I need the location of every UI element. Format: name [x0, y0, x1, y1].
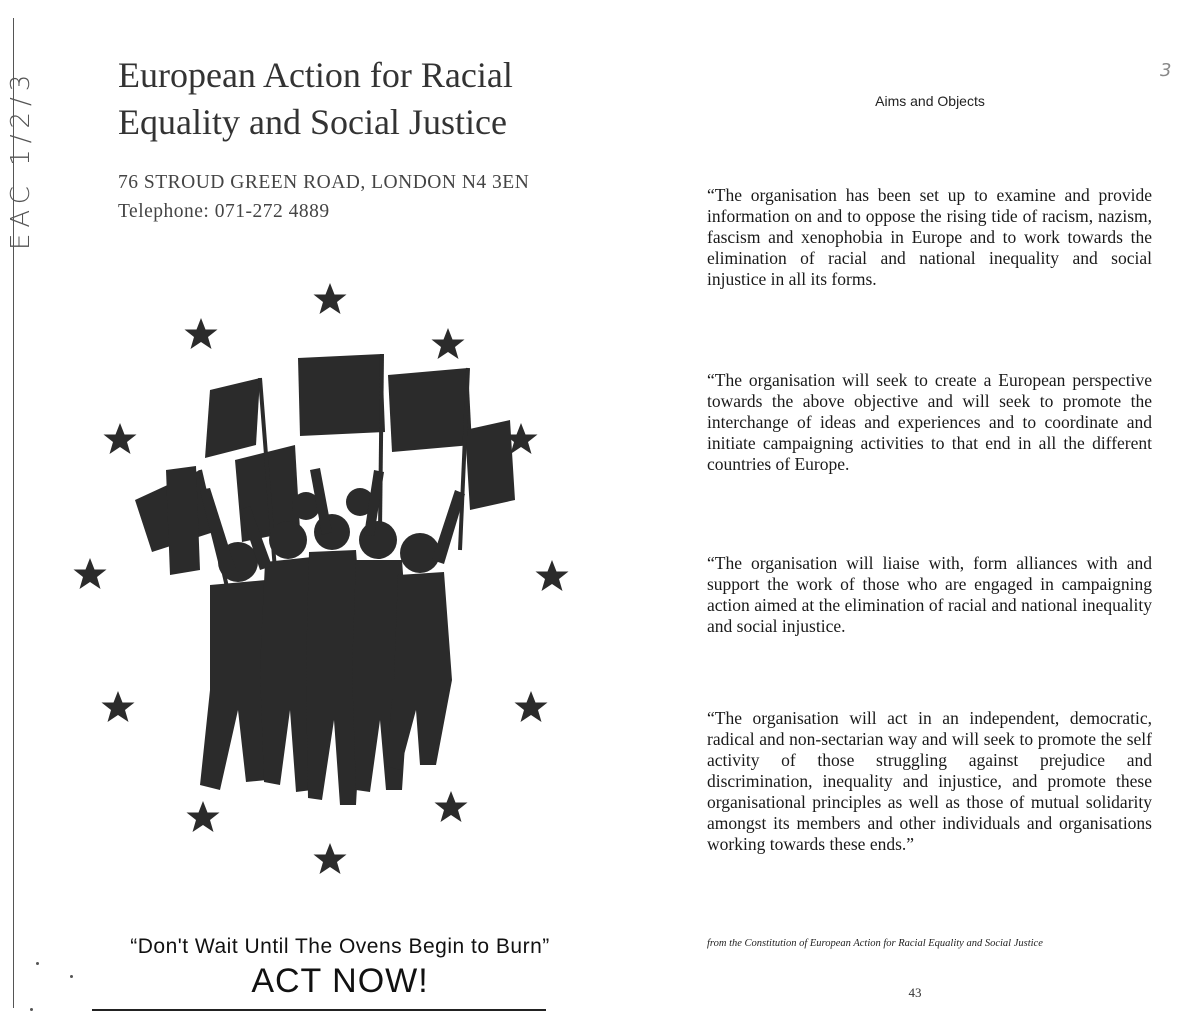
objective-paragraph: “The organisation will liaise with, form alliances with and support the work of those who are engaged in campaigning action aimed at the elimination of racial and national inequality and social injustice.	[707, 553, 1152, 636]
slogan: “Don't Wait Until The Ovens Begin to Burn”	[130, 935, 550, 958]
bottom-rule	[92, 1009, 546, 1011]
star-icon	[314, 843, 347, 874]
star-icon	[314, 283, 347, 314]
scan-speck	[70, 975, 73, 978]
objective-paragraph: “The organisation has been set up to examine and provide information on and to oppose the rising tide of racism, nazism, fascism and xenophobia in Europe and to work towards the elimination of racial and national inequality and social injustice in all its forms.	[707, 185, 1152, 289]
archive-reference: EAC 1/2/3	[6, 68, 36, 250]
star-icon	[432, 328, 465, 359]
objective-paragraph: “The organisation will seek to create a European perspective towards the above objective and will seek to promote the interchange of ideas and experiences and to coordinate and initiate campaigning activities to that end in all the different countries of Europe.	[707, 370, 1152, 474]
scan-speck	[30, 1008, 33, 1011]
star-icon	[185, 318, 218, 349]
marchers-group	[200, 468, 465, 805]
star-icon	[187, 801, 220, 832]
objective-paragraph: “The organisation will act in an independent, democratic, radical and non-sectarian way and will seek to promote the self activity of those struggling against prejudice and discrimination, inequality and injustice, and promote these organisational principles as well as those of mutual solidarity amongst its members and other individuals and organisations working towards these ends.”	[707, 708, 1152, 854]
section-heading: Aims and Objects	[875, 93, 985, 109]
organisation-address: 76 STROUD GREEN ROAD, LONDON N4 3EN	[118, 172, 530, 193]
corner-mark: 3	[1160, 60, 1172, 81]
star-icon	[74, 558, 107, 589]
star-icon	[435, 791, 468, 822]
organisation-telephone: Telephone: 071-272 4889	[118, 201, 330, 222]
marching-crowd-emblem	[60, 270, 600, 910]
source-note: from the Constitution of European Action for Racial Equality and Social Justice	[707, 938, 1043, 949]
organisation-title: European Action for Racial Equality and Social Justice	[118, 55, 513, 142]
star-icon	[102, 691, 135, 722]
act-now-heading: ACT NOW!	[251, 962, 429, 1000]
page-number: 43	[908, 985, 922, 1000]
star-icon	[515, 691, 548, 722]
scan-speck	[36, 962, 39, 965]
star-icon	[104, 423, 137, 454]
star-icon	[536, 560, 569, 591]
